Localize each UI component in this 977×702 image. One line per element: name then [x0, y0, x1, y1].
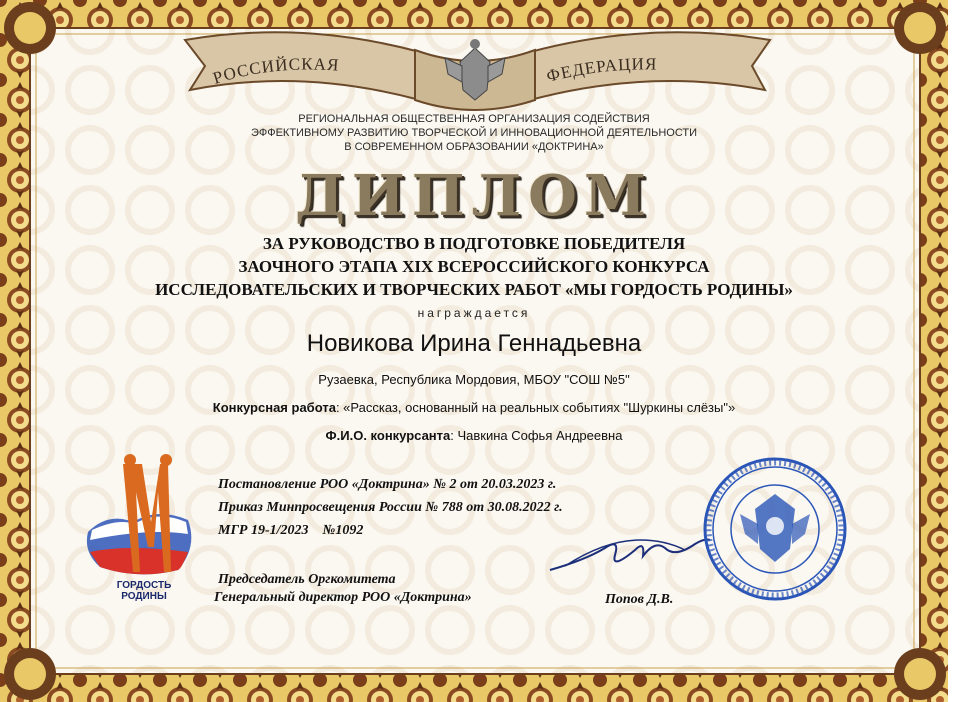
decree-line: МГР 19-1/2023 №1092 [218, 523, 364, 538]
signature-image [545, 510, 715, 580]
decree-block [218, 473, 563, 542]
participant-label: Ф.И.О. конкурсанта [325, 428, 451, 443]
organization-name [0, 112, 948, 154]
recipient-name: Новикова Ирина Геннадьевна [306, 330, 642, 357]
participant-name [0, 428, 948, 443]
decree-line: Постановление РОО «Доктрина» № 2 от 20.03.2023 г. [218, 477, 557, 492]
organization-line: В СОВРЕМЕННОМ ОБРАЗОВАНИИ «ДОКТРИНА» [344, 141, 604, 153]
decree-line: Приказ Минпросвещения России № 788 от 30.08.2022 г. [218, 500, 563, 515]
ribbon-right-text: ФЕДЕРАЦИЯ [544, 54, 658, 86]
official-stamp-image [700, 454, 850, 604]
ribbon-left-text: РОССИЙСКАЯ [210, 54, 341, 88]
logo-caption: ГОРДОСТЬ РОДИНЫ [116, 580, 172, 602]
award-subtitle [0, 232, 948, 301]
work-value: : «Рассказ, основанный на реальных событиях "Шуркины слёзы"» [335, 400, 736, 415]
organization-line: ЭФФЕКТИВНОМУ РАЗВИТИЮ ТВОРЧЕСКОЙ И ИННОВАЦИОННОЙ ДЕЯТЕЛЬНОСТИ [250, 127, 698, 139]
chair-title: Председатель Оргкомитета [218, 572, 396, 587]
organization-line: РЕГИОНАЛЬНАЯ ОБЩЕСТВЕННАЯ ОРГАНИЗАЦИЯ СОДЕЙСТВИЯ [298, 113, 650, 125]
participant-value: : Чавкина Софья Андреевна [450, 428, 623, 443]
diploma-title: ДИПЛОМ [295, 163, 653, 229]
awarded-label: награждается [417, 306, 531, 320]
proud-of-motherland-logo [78, 452, 208, 592]
signer-name: Попов Д.В. [605, 592, 674, 607]
competition-work [0, 400, 948, 415]
work-label: Конкурсная работа [212, 400, 336, 415]
director-title: Генеральный директор РОО «Доктрина» [214, 590, 472, 605]
subtitle-line: ИССЛЕДОВАТЕЛЬСКИХ И ТВОРЧЕСКИХ РАБОТ «МЫ ГОРДОСТЬ РОДИНЫ» [155, 280, 793, 299]
subtitle-line: ЗАОЧНОГО ЭТАПА XIX ВСЕРОССИЙСКОГО КОНКУРСА [238, 257, 710, 276]
recipient-address: Рузаевка, Республика Мордовия, МБОУ "СОШ №5" [318, 372, 630, 387]
subtitle-line: ЗА РУКОВОДСТВО В ПОДГОТОВКЕ ПОБЕДИТЕЛЯ [262, 234, 686, 253]
